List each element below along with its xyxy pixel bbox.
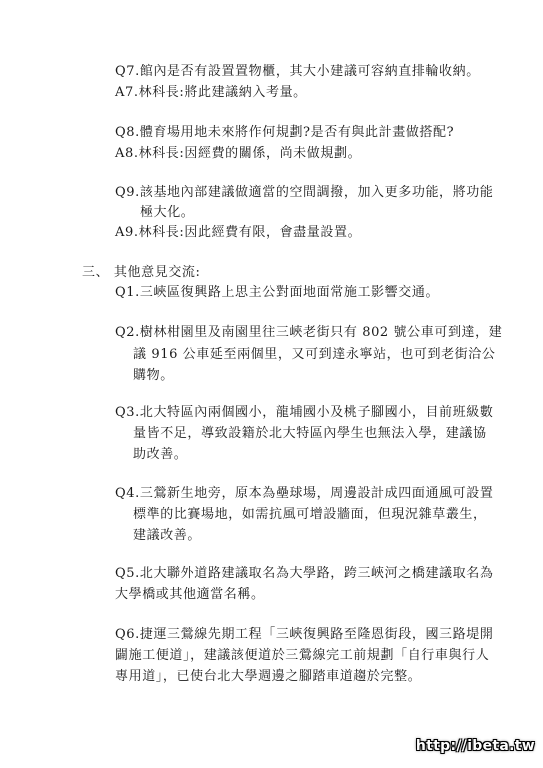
- opinion-q6-line2: 闢施工便道」，建議該便道於三鶯線完工前規劃「自行車與行人: [115, 648, 490, 663]
- opinion-q4-line3: 建議改善。: [133, 528, 202, 543]
- answer-a7: A7.林科長:將此建議納入考量。: [115, 85, 307, 100]
- opinion-q6-line1: Q6.捷運三鶯線先期工程「三峽復興路至隆恩街段，國三路堤開: [115, 627, 494, 642]
- question-q8: Q8.體育場用地未來將作何規劃?是否有與此計畫做搭配?: [115, 125, 455, 140]
- opinion-q2-line2: 議 916 公車延至兩個里，又可到達永寧站，也可到老街洽公: [133, 347, 496, 362]
- opinion-q4-line1: Q4.三鶯新生地旁，原本為壘球場，周邊設計成四面通風可設置: [115, 486, 494, 501]
- section-heading: 三、 其他意見交流:: [82, 265, 201, 280]
- question-q9-line1: Q9.該基地內部建議做適當的空間調撥，加入更多功能，將功能: [115, 185, 494, 200]
- opinion-q3-line2: 量皆不足，導致設籍於北大特區內學生也無法入學，建議協: [133, 426, 487, 441]
- answer-a8: A8.林科長:因經費的關係，尚未做規劃。: [115, 146, 362, 161]
- question-q9-line2: 極大化。: [140, 205, 195, 220]
- answer-a9: A9.林科長:因此經費有限，會盡量設置。: [115, 225, 362, 240]
- opinion-q1-line1: Q1.三峽區復興路上思主公對面地面常施工影響交通。: [115, 285, 440, 300]
- opinion-q3-line3: 助改善。: [133, 447, 188, 462]
- opinion-q4-line2: 標準的比賽場地，如需抗風可增設牆面，但現況雜草叢生，: [133, 507, 487, 522]
- opinion-q2-line3: 購物。: [133, 368, 174, 383]
- opinion-q5-line2: 大學橋或其他適當名稱。: [115, 587, 265, 602]
- watermark-url: http://ibeta.tw: [415, 738, 535, 754]
- opinion-q5-line1: Q5.北大聯外道路建議取名為大學路，跨三峽河之橋建議取名為: [115, 566, 494, 581]
- question-q7: Q7.館內是否有設置置物櫃，其大小建議可容納直排輪收納。: [115, 64, 480, 79]
- opinion-q3-line1: Q3.北大特區內兩個國小，龍埔國小及桃子腳國小，目前班級數: [115, 405, 494, 420]
- opinion-q2-line1: Q2.樹林柑園里及南園里往三峽老街只有 802 號公車可到達，建: [115, 325, 503, 340]
- opinion-q6-line3: 專用道」，已使台北大學週邊之腳踏車道趨於完整。: [115, 669, 422, 684]
